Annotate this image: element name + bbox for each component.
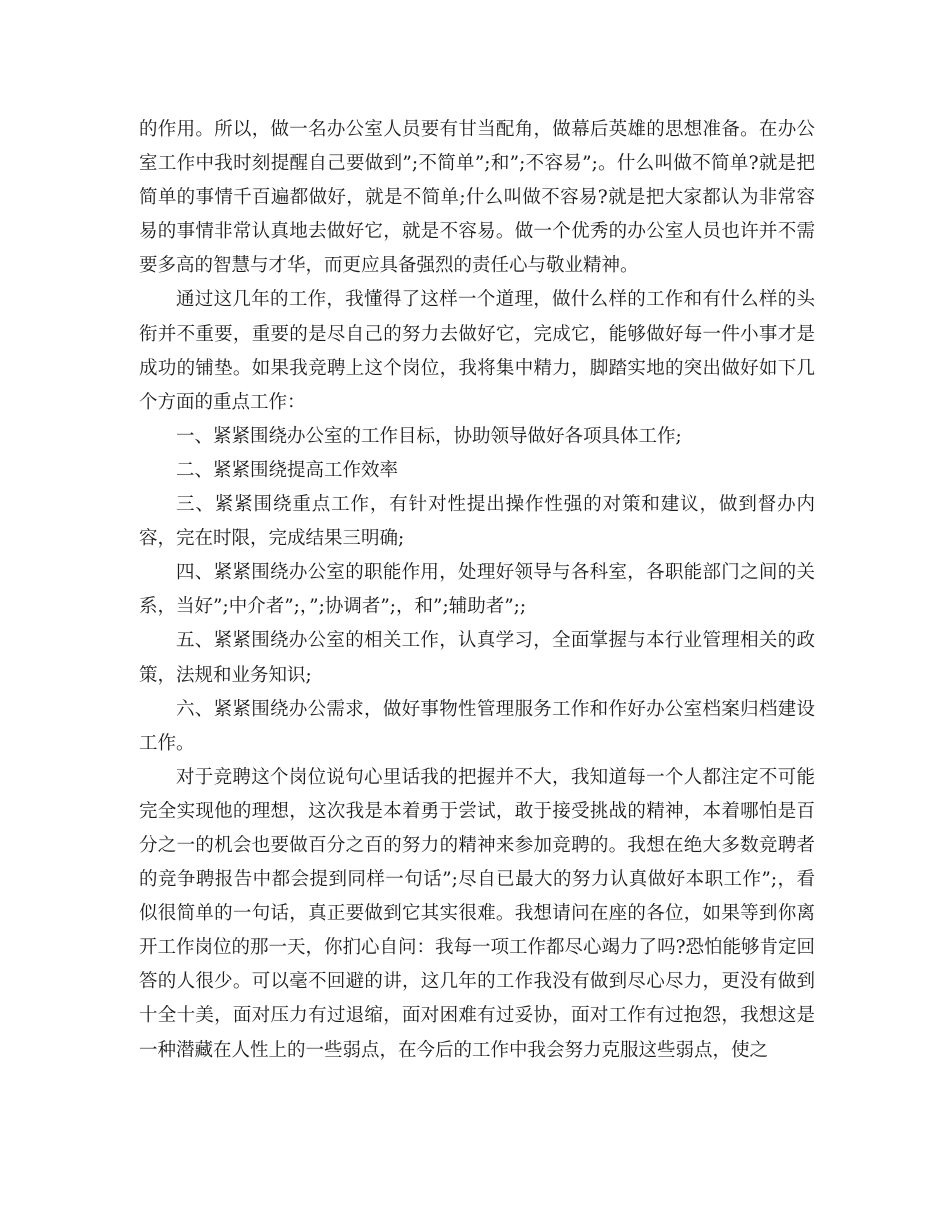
paragraph-item-5: 五、紧紧围绕办公室的相关工作，认真学习，全面掌握与本行业管理相关的政策，法规和业务知识; — [139, 630, 815, 686]
paragraph-item-2: 二、紧紧围绕提高工作效率 — [176, 459, 399, 481]
paragraph-3: 对于竞聘这个岗位说句心里话我的把握并不大，我知道每一个人都注定不可能完全实现他的理想，这次我是本着勇于尝试，敢于接受挑战的精神，本着哪怕是百分之一的机会也要做百分之百的努力的精神来参加竞聘的。我想在绝大多数竞聘者的竞争聘报告中都会提到同样一句话”;尽自已最大的努力认真做好本职工作”;，看似很简单的一句话，真正要做到它其实很难。我想请问在座的各位，如果等到你离开工作岗位的那一天，你扪心自问：我每一项工作都尽心竭力了吗?恐怕能够肯定回答的人很少。可以毫不回避的讲，这几年的工作我没有做到尽心尽力，更没有做到十全十美，面对压力有过退缩，面对困难有过妥协，面对工作有过抱怨，我想这是一种潜藏在人性上的一些弱点，在今后的工作中我会努力克服这些弱点，使之 — [139, 766, 815, 1061]
paragraph-item-6: 六、紧紧围绕办公需求，做好事物性管理服务工作和作好办公室档案归档建设工作。 — [139, 698, 815, 754]
paragraph-1: 的作用。所以，做一名办公室人员要有甘当配角，做幕后英雄的思想准备。在办公室工作中我时刻提醒自己要做到”;不简单”;和”;不容易”;。什么叫做不简单?就是把简单的事情千百遍都做好，就是不简单;什么叫做不容易?就是把大家都认为非常容易的事情非常认真地去做好它，就是不容易。做一个优秀的办公室人员也许并不需要多高的智慧与才华，而更应具备强烈的责任心与敬业精神。 — [139, 119, 815, 277]
paragraph-2: 通过这几年的工作，我懂得了这样一个道理，做什么样的工作和有什么样的头衔并不重要，重要的是尽自己的努力去做好它，完成它，能够做好每一件小事才是成功的铺垫。如果我竞聘上这个岗位，我将集中精力，脚踏实地的突出做好如下几个方面的重点工作： — [139, 289, 815, 413]
paragraph-item-1: 一、紧紧围绕办公室的工作目标，协助领导做好各项具体工作; — [176, 425, 682, 447]
paragraph-item-3: 三、紧紧围绕重点工作，有针对性提出操作性强的对策和建议，做到督办内容，完在时限，完成结果三明确; — [139, 494, 815, 550]
document-body — [139, 113, 815, 1068]
paragraph-item-4: 四、紧紧围绕办公室的职能作用，处理好领导与各科室，各职能部门之间的关系，当好”;中介者”;，”;协调者”;，和”;辅助者”;; — [139, 562, 815, 618]
